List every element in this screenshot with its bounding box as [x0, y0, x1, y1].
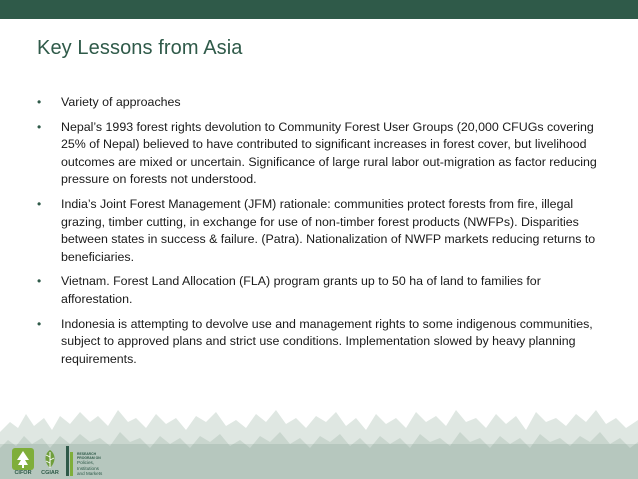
top-banner	[0, 0, 638, 19]
footer-logos	[12, 438, 102, 476]
bullet-marker: •	[37, 95, 42, 109]
cifor-logo-text: CIFOR	[14, 470, 32, 476]
bullet-item	[37, 316, 597, 369]
bullet-text: Indonesia is attempting to devolve use and management rights to some indigenous communities, subject to approved plans and strict use conditions. Implementation slowed by heavy planning requirements.	[61, 316, 593, 366]
cgiar-logo-text: CGIAR	[41, 470, 59, 476]
cgiar-leaf-icon	[40, 448, 60, 470]
bullet-list	[37, 94, 597, 375]
bullet-marker: •	[37, 196, 42, 211]
bullet-text: Nepal’s 1993 forest rights devolution to Community Forest User Groups (20,000 CFUGs covering 25% of Nepal) believed to have contributed to significant increases in forest cover, but livelihood outcomes are mixed or uncertain. Significance of large rural labor out-migration as factor reducing pressure on forests not understood.	[61, 119, 597, 187]
pim-logo-line: RESEARCH	[77, 452, 97, 457]
pim-logo-text	[77, 452, 102, 476]
cgiar-logo	[40, 448, 60, 476]
pim-mark-icon	[66, 446, 74, 476]
bullet-item	[37, 94, 597, 112]
bullet-item	[37, 196, 597, 266]
bullet-marker: •	[37, 119, 42, 134]
cifor-tree-icon	[12, 448, 34, 470]
bullet-text: Vietnam. Forest Land Allocation (FLA) program grants up to 50 ha of land to families for afforestation.	[61, 274, 541, 306]
bullet-marker: •	[37, 316, 42, 331]
pim-logo-line: Institutions	[77, 465, 99, 471]
pim-logo-line: Policies,	[77, 460, 95, 466]
cifor-logo	[12, 448, 34, 476]
pim-logo-line: PROGRAM ON	[77, 456, 101, 461]
bullet-text: India’s Joint Forest Management (JFM) rationale: communities protect forests from fire, illegal grazing, timber cutting, in exchange for use of non-timber forest products (NWFPs). Disparities between states in success & failure. (Patra). Nationalization of NWFP markets reducing returns to beneficiaries.	[61, 196, 596, 264]
slide-title: Key Lessons from Asia	[37, 37, 243, 59]
bullet-item	[37, 273, 597, 308]
pim-logo-line: and Markets	[77, 470, 103, 476]
bullet-text: Variety of approaches	[61, 95, 181, 109]
bullet-item	[37, 119, 597, 189]
bullet-marker: •	[37, 274, 42, 289]
pim-logo	[66, 446, 102, 476]
